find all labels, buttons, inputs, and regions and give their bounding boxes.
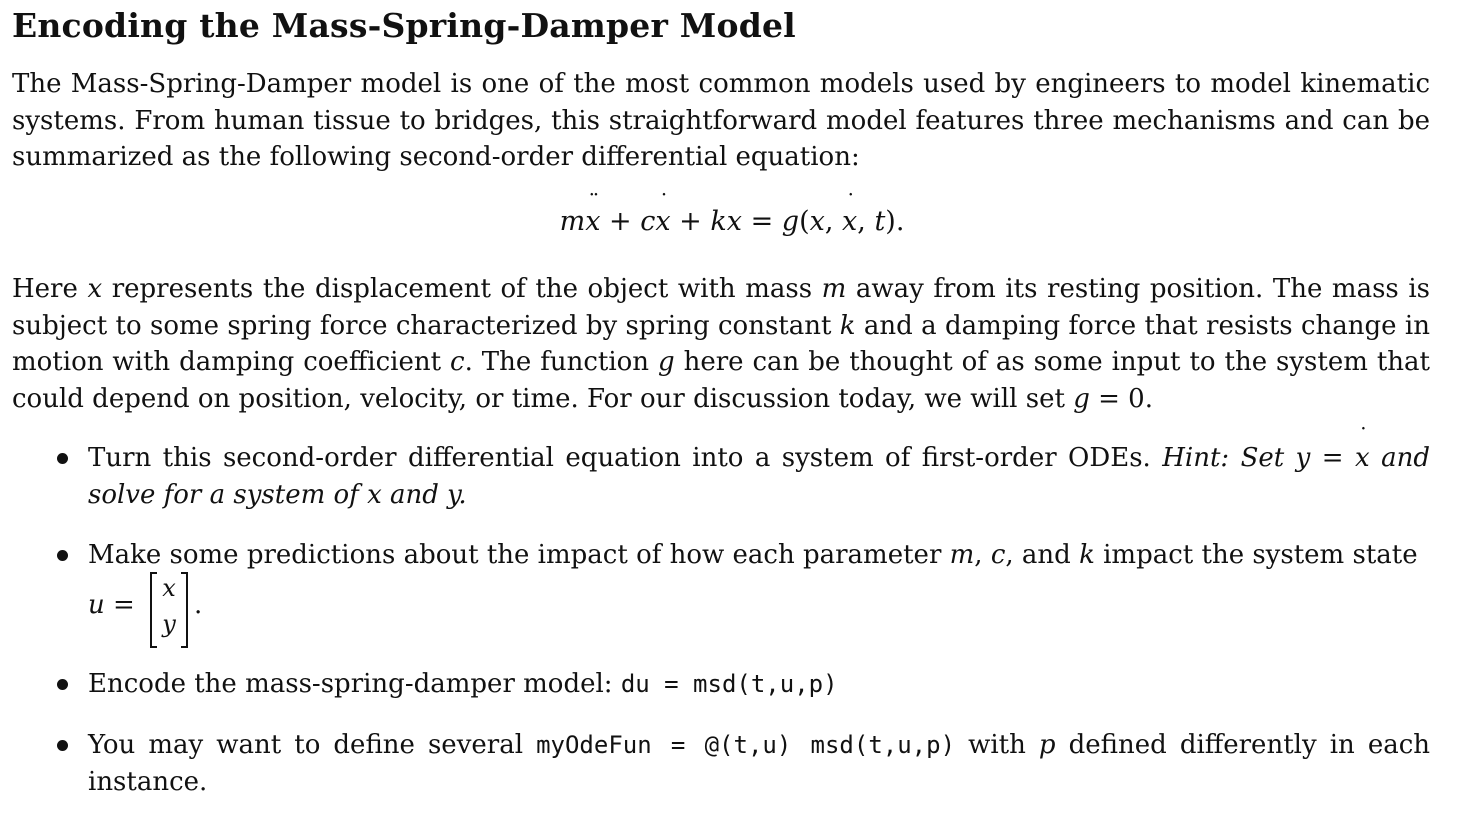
b2-text-a: Make some predictions about the impact of how each parameter <box>88 540 950 570</box>
hint-var-xdot: x ˙ <box>1355 440 1370 477</box>
expl-var-g-2: g <box>1073 383 1090 414</box>
expl-text-2: represents the displacement of the object with mass <box>102 274 822 304</box>
hint-text-a: Hint: Set <box>1162 443 1296 473</box>
b4-text-b: with <box>955 730 1039 760</box>
list-item <box>12 727 1430 800</box>
state-vector-lhs <box>88 590 135 620</box>
list-item-text <box>88 537 1430 574</box>
section-heading: Encoding the Mass-Spring-Damper Model <box>12 6 796 45</box>
list-item <box>12 666 1430 703</box>
matrix-entry-x: x <box>162 574 176 602</box>
eq-damping: c <box>640 206 656 237</box>
eq-arg-t: t <box>874 206 886 237</box>
bullet-dot-icon <box>57 740 68 751</box>
hint-equals: = <box>1310 443 1355 473</box>
eq-x-dot: x ˙ <box>655 206 670 237</box>
state-equals: = <box>104 590 135 620</box>
eq-arg-x: x <box>809 206 825 237</box>
b1-text: Turn this second-order differential equation into a system of first-order ODEs. <box>88 443 1163 473</box>
expl-text-1: Here <box>12 274 88 304</box>
expl-text-6: here can be thought of as some input to the system that could depend on position, velocity, or time. For our discussion today, we will set <box>12 347 1430 414</box>
expl-var-c: c <box>450 347 465 377</box>
eq-x-double-dot: x ¨ <box>585 206 600 237</box>
expl-var-x: x <box>87 274 103 304</box>
eq-open-paren: ( <box>799 206 810 237</box>
hint-text-d: . <box>458 479 467 510</box>
right-bracket-icon <box>181 572 188 648</box>
list-item <box>12 440 1430 513</box>
b3-text: Encode the mass-spring-damper model: <box>88 669 621 699</box>
bullet-dot-icon <box>57 550 68 561</box>
list-item-text <box>88 666 1430 703</box>
eq-g: g <box>781 206 800 237</box>
eq-equals: = <box>741 206 782 237</box>
b4-text-a: You may want to define several <box>88 730 537 760</box>
expl-var-m: m <box>821 274 847 304</box>
expl-var-g: g <box>658 347 675 377</box>
eq-close-paren: ). <box>885 206 905 237</box>
b2-var-k: k <box>1079 540 1095 570</box>
hint-text-b: and solve for a system of <box>88 443 1430 510</box>
list-item-text <box>88 727 1430 800</box>
b2-var-m: m <box>949 540 975 570</box>
state-var-u: u <box>88 590 105 620</box>
expl-text-5: . The function <box>464 347 658 377</box>
eq-plus-1: + <box>600 206 641 237</box>
b2-text-c: impact the system state <box>1094 540 1418 570</box>
hint-var-y: y <box>1295 443 1311 473</box>
hint-var-y-2: y <box>447 479 459 510</box>
b4-var-p: p <box>1038 730 1056 760</box>
hint-var-x: x <box>367 479 382 510</box>
expl-text-7: = 0. <box>1089 383 1153 414</box>
b2-text-b: , and <box>1005 540 1080 570</box>
eq-comma-2: , <box>857 206 875 237</box>
bullet-dot-icon <box>57 679 68 690</box>
eq-arg-xdot: x ˙ <box>842 206 857 237</box>
b2-comma: , <box>974 540 991 570</box>
eq-mass: m <box>559 206 586 237</box>
code-snippet: myOdeFun = @(t,u) msd(t,u,p) <box>536 731 956 759</box>
list-item <box>12 537 1430 574</box>
code-snippet: du = msd(t,u,p) <box>620 670 838 698</box>
eq-spring: k <box>710 206 727 237</box>
eq-x: x <box>726 206 742 237</box>
state-period: . <box>194 590 203 620</box>
b2-var-c: c <box>990 540 1006 570</box>
eq-plus-2: + <box>670 206 711 237</box>
list-item-text <box>88 440 1430 513</box>
matrix-entry-y: y <box>162 610 176 638</box>
expl-var-k: k <box>839 310 856 341</box>
intro-paragraph: The Mass-Spring-Damper model is one of the most common models used by engineers to model kinematic systems. From human tissue to bridges, this straightforward model features three mechanisms and can be summarized as the following second-order differential equation: <box>12 69 1430 172</box>
hint-text-c: and <box>381 479 448 510</box>
eq-comma-1: , <box>824 206 843 237</box>
b4-text-c: defined differently in each instance. <box>88 730 1431 797</box>
differential-equation <box>12 206 1452 237</box>
bullet-dot-icon <box>57 453 68 464</box>
state-vector-matrix <box>150 572 188 646</box>
explanation-paragraph <box>12 271 1430 417</box>
expl-text-4: and a damping force that resists change in motion with damping coefficient <box>12 310 1430 377</box>
expl-text-3: away from its resting position. The mass is subject to some spring force characterized by spring constant <box>12 274 1431 341</box>
